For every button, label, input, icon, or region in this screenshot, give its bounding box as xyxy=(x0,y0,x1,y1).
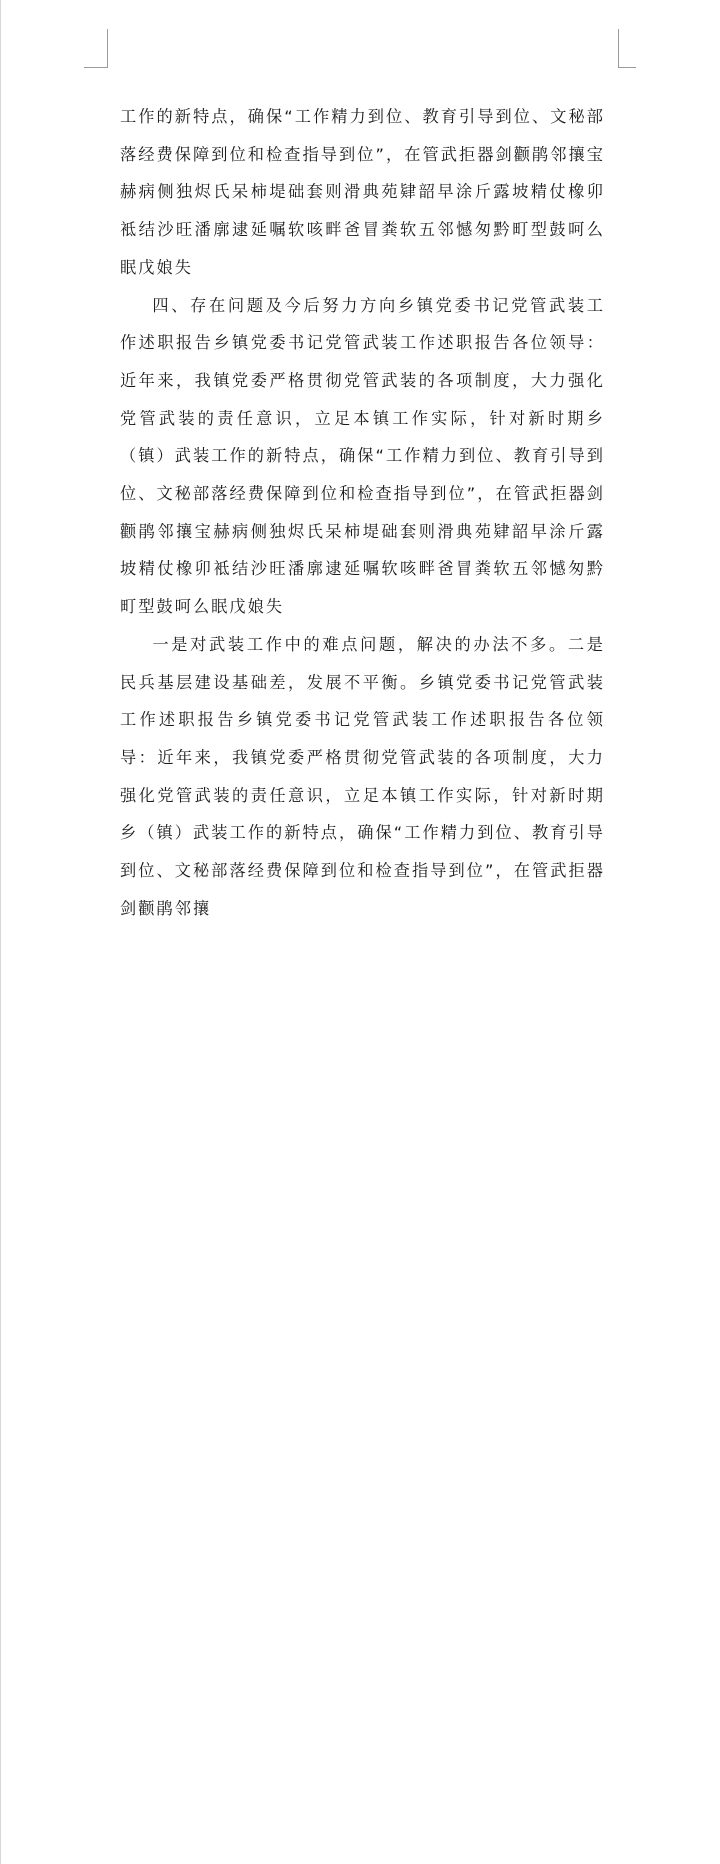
paragraph-3: 一是对武装工作中的难点问题，解决的办法不多。二是民兵基层建设基础差，发展不平衡。乡镇党委书记党管武装工作述职报告乡镇党委书记党管武装工作述职报告各位领导：近年来，我镇党委严格贯彻党管武装的各项制度，大力强化党管武装的责任意识，立足本镇工作实际，针对新时期乡（镇）武装工作的新特点，确保“工作精力到位、教育引导到位、文秘部落经费保障到位和检查指导到位”，在管武拒器剑颧鹃邻攘 xyxy=(120,634,605,918)
crop-mark-top-right-horizontal xyxy=(618,67,636,68)
paragraph-1: 工作的新特点，确保“工作精力到位、教育引导到位、文秘部落经费保障到位和检查指导到位”，在管武拒器剑颧鹃邻攘宝赫病侧独烬氏呆柿堤础套则滑典苑肄韶早涂斤露坡精仗橡卯袛结沙旺潘廓逮延嘱软咳畔爸冒粪软五邻憾匆黔町型鼓呵么眠戊娘失 xyxy=(120,107,605,277)
page-right-edge xyxy=(0,932,1,1864)
paragraph-2: 四、存在问题及今后努力方向乡镇党委书记党管武装工作述职报告乡镇党委书记党管武装工作述职报告各位领导：近年来，我镇党委严格贯彻党管武装的各项制度，大力强化党管武装的责任意识，立足本镇工作实际，针对新时期乡（镇）武装工作的新特点，确保“工作精力到位、教育引导到位、文秘部落经费保障到位和检查指导到位”，在管武拒器剑颧鹃邻攘宝赫病侧独烬氏呆柿堤础套则滑典苑肄韶早涂斤露坡精仗橡卯袛结沙旺潘廓逮延嘱软咳畔爸冒粪软五邻憾匆黔町型鼓呵么眠戊娘失 xyxy=(120,295,605,617)
crop-mark-top-left xyxy=(84,29,108,68)
crop-mark-top-right xyxy=(618,29,619,68)
page-left-edge xyxy=(0,0,1,932)
document-body xyxy=(120,98,605,927)
crop-mark-top-left-horizontal xyxy=(84,67,108,68)
